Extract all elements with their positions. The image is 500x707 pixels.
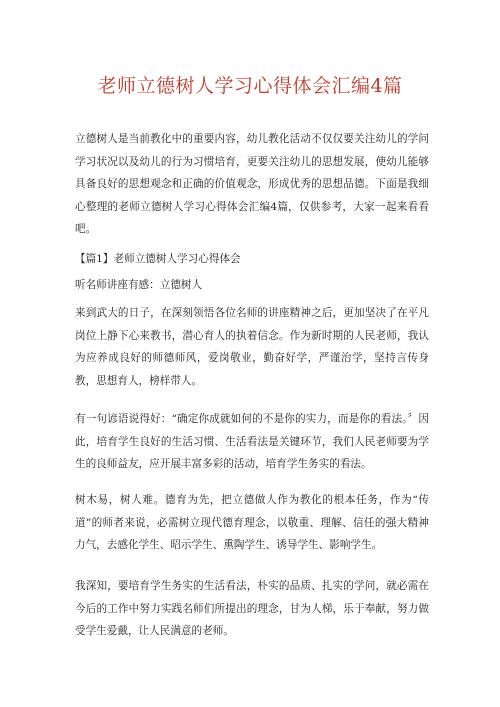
section-title: 【篇1】老师立德树人学习心得体会 xyxy=(75,253,241,265)
paragraph-text: 有一句谚语说得好：“确定你成就如何的不是你的实力，而是你的看法。〞因此，培育学生良好的生活习惯、生活看法是关键环节，我们人民老师要为学生的良师益友，应开展丰富多彩的活动，培育学生务实的看法。 xyxy=(75,413,429,470)
paragraph-text: 树木易，树人难。德育为先，把立德做人作为教化的根本任务，作为“传道”的师者来说，必需树立现代德育理念，以敬重、理解、信任的强大精神力气，去感化学生、昭示学生、熏陶学生、诱导学生、影响学生。 xyxy=(75,494,429,551)
paragraph-text: 我深知，要培育学生务实的生活看法，朴实的品质、扎实的学问，就必需在今后的工作中努力实践名师们所提出的理念，甘为人梯，乐于奉献，努力做受学生爱戴，让人民满意的老师。 xyxy=(75,580,429,637)
section-heading xyxy=(75,248,429,271)
body-paragraph-1 xyxy=(75,302,429,392)
page-title: 老师立德树人学习心得体会汇编4篇 xyxy=(97,75,403,97)
subtitle-text: 听名师讲座有感：立德树人 xyxy=(75,279,203,291)
intro-paragraph xyxy=(75,128,429,241)
section-subtitle xyxy=(75,274,429,297)
intro-text: 立德树人是当前教化中的重要内容，幼儿教化活动不仅仅要关注幼儿的学问学习状况以及幼儿的行为习惯培育，更要关注幼儿的思想发展，使幼儿能够具备良好的思想观念和正确的价值观念，形成优秀的思想品德。下面是我细心整理的老师立德树人学习心得体会汇编4篇，仅供参考，大家一起来看看吧。 xyxy=(75,133,429,235)
body-paragraph-4 xyxy=(75,575,429,643)
paragraph-text: 来到武大的日子，在深刻领悟各位名师的讲座精神之后，更加坚决了在平凡岗位上静下心来教书，潜心育人的执着信念。作为新时期的人民老师，我认为应养成良好的师德师风，爱岗敬业，勤奋好学，严谨治学，坚持言传身教，思想育人，榜样带人。 xyxy=(75,307,429,387)
body-paragraph-3 xyxy=(75,489,429,557)
body-paragraph-2 xyxy=(75,408,429,476)
